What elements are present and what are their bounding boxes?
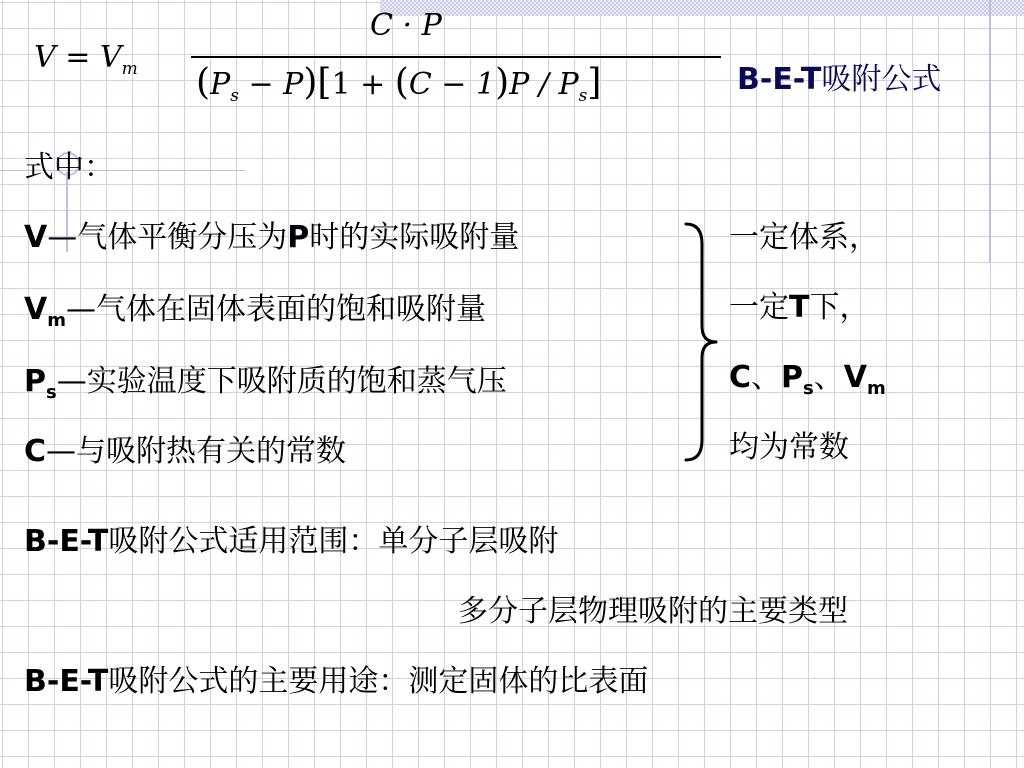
decoration-vertical-line xyxy=(989,0,991,262)
note-symbol-v: V xyxy=(843,360,867,395)
note-separator: 、 xyxy=(751,360,782,395)
formula-v: V xyxy=(34,40,56,75)
definition-symbol: V xyxy=(24,292,48,327)
note-line-2-c: 下， xyxy=(809,290,870,325)
formula-lhs xyxy=(34,40,138,79)
scope-prefix: B-E-T xyxy=(24,524,109,559)
formula-paren-close: ) xyxy=(303,62,318,103)
formula-title-prefix: B-E-T xyxy=(737,62,822,97)
usage-label: 吸附公式的主要用途：测定固体的比表面 xyxy=(108,664,649,699)
formula-paren-open: ( xyxy=(196,62,211,103)
definition-symbol-p: P xyxy=(287,220,310,255)
note-line-2-t: T xyxy=(789,290,810,325)
bet-formula xyxy=(28,4,728,120)
note-symbol-p-sub: s xyxy=(803,378,814,399)
formula-paren-close-2: ) xyxy=(495,62,510,103)
definition-v xyxy=(24,212,519,256)
note-separator: 、 xyxy=(813,360,844,395)
definition-symbol: C xyxy=(24,434,47,469)
definition-text: —气体在固体表面的饱和吸附量 xyxy=(65,292,486,327)
note-symbol-c: C xyxy=(729,360,752,395)
definition-symbol-sub: m xyxy=(47,310,66,331)
scope-label: 吸附公式适用范围：单分子层吸附 xyxy=(108,524,559,559)
formula-minus-p: − P xyxy=(238,67,304,102)
formula-denominator xyxy=(196,62,601,106)
scope-line-2: 多分子层物理吸附的主要类型 xyxy=(458,594,848,629)
formula-ps-sub: s xyxy=(230,86,239,106)
formula-title-suffix: 吸附公式 xyxy=(821,62,942,97)
formula-vm-sub: m xyxy=(121,59,138,79)
definition-text: —实验温度下吸附质的饱和蒸气压 xyxy=(56,364,507,399)
note-line-4: 均为常数 xyxy=(729,430,849,465)
note-line-2 xyxy=(729,282,869,326)
note-symbol-v-sub: m xyxy=(866,378,886,399)
definition-vm xyxy=(24,284,486,331)
usage-prefix: B-E-T xyxy=(24,664,109,699)
formula-ps: P xyxy=(210,67,231,102)
formula-numerator: C · P xyxy=(370,8,442,43)
definition-ps xyxy=(24,356,507,403)
definition-text-tail: 时的实际吸附量 xyxy=(309,220,520,255)
formula-c-minus-one: C − 1 xyxy=(408,67,496,102)
definition-c xyxy=(24,426,346,470)
definition-text: —与吸附热有关的常数 xyxy=(46,434,347,469)
intro-label: 式中： xyxy=(24,150,114,185)
formula-bracket-close: ] xyxy=(587,62,602,103)
formula-ps-sub-2: s xyxy=(578,86,588,106)
definition-symbol: V xyxy=(24,220,48,255)
note-symbol-p: P xyxy=(781,360,804,395)
formula-fraction-bar xyxy=(191,56,721,58)
curly-brace-icon xyxy=(680,222,720,462)
definition-text: —气体平衡分压为 xyxy=(47,220,288,255)
definition-symbol-sub: s xyxy=(46,382,57,403)
formula-bracket-open: [ xyxy=(317,62,332,103)
formula-equals: = xyxy=(55,40,100,75)
note-line-3 xyxy=(729,352,886,399)
definition-symbol: P xyxy=(24,364,46,399)
formula-vm: V xyxy=(99,40,122,75)
formula-p-over-ps: P / P xyxy=(509,67,579,102)
formula-one-plus: 1 + xyxy=(331,67,395,102)
note-line-1: 一定体系， xyxy=(729,220,879,255)
usage-line xyxy=(24,656,648,700)
scope-line xyxy=(24,516,558,560)
formula-title xyxy=(737,54,941,98)
formula-paren-open-2: ( xyxy=(394,62,409,103)
note-line-2-a: 一定 xyxy=(729,290,789,325)
